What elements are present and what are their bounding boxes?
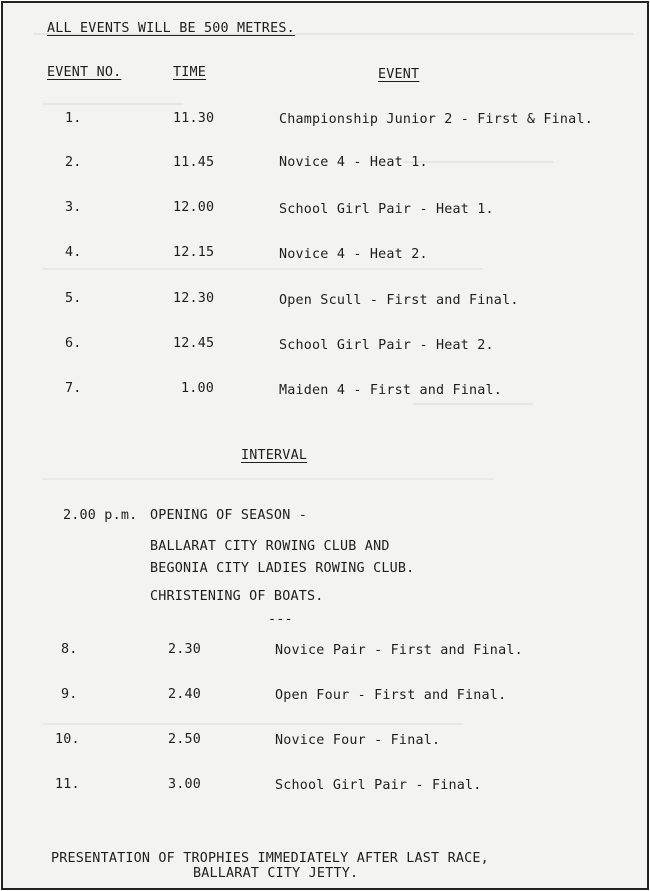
event-time: 3.00 xyxy=(168,777,202,792)
page-title: ALL EVENTS WILL BE 500 METRES. xyxy=(47,21,295,36)
interval-separator: --- xyxy=(268,612,293,627)
column-header-event-no: EVENT NO. xyxy=(47,65,122,80)
event-number: 6. xyxy=(65,336,82,351)
event-number: 4. xyxy=(65,245,82,260)
event-name: School Girl Pair - Heat 1. xyxy=(279,202,494,217)
event-time: 12.00 xyxy=(173,200,215,215)
interval-opening: OPENING OF SEASON - xyxy=(150,508,307,523)
event-name: School Girl Pair - Heat 2. xyxy=(279,338,494,353)
event-time: 11.30 xyxy=(173,111,215,126)
column-header-event: EVENT xyxy=(378,67,420,82)
event-name: Maiden 4 - First and Final. xyxy=(279,383,503,398)
event-name: Open Four - First and Final. xyxy=(275,688,507,703)
event-name: Novice 4 - Heat 1. xyxy=(279,155,428,170)
event-name: School Girl Pair - Final. xyxy=(275,778,482,793)
event-time: 11.45 xyxy=(173,155,215,170)
event-number: 9. xyxy=(61,687,78,702)
event-number: 11. xyxy=(55,777,80,792)
event-name: Open Scull - First and Final. xyxy=(279,293,519,308)
event-number: 10. xyxy=(55,732,80,747)
event-name: Novice Four - Final. xyxy=(275,733,441,748)
interval-christening: CHRISTENING OF BOATS. xyxy=(150,589,324,604)
event-time: 12.30 xyxy=(173,291,215,306)
event-number: 3. xyxy=(65,200,82,215)
document-page xyxy=(1,1,649,890)
event-time: 2.30 xyxy=(168,642,202,657)
event-name: Championship Junior 2 - First & Final. xyxy=(279,112,593,127)
interval-club-1: BALLARAT CITY ROWING CLUB AND xyxy=(150,539,390,554)
event-time: 12.15 xyxy=(173,245,215,260)
event-time: 2.40 xyxy=(168,687,202,702)
footer-location: BALLARAT CITY JETTY. xyxy=(193,866,359,881)
event-time: 12.45 xyxy=(173,336,215,351)
interval-heading: INTERVAL xyxy=(241,448,308,463)
event-time: 1.00 xyxy=(181,381,215,396)
event-time: 2.50 xyxy=(168,732,202,747)
event-name: Novice 4 - Heat 2. xyxy=(279,247,428,262)
event-number: 5. xyxy=(65,291,82,306)
event-name: Novice Pair - First and Final. xyxy=(275,643,523,658)
interval-time: 2.00 p.m. xyxy=(63,508,138,523)
interval-club-2: BEGONIA CITY LADIES ROWING CLUB. xyxy=(150,561,415,576)
event-number: 2. xyxy=(65,155,82,170)
column-header-time: TIME xyxy=(173,65,207,80)
event-number: 8. xyxy=(61,642,78,657)
footer-presentation: PRESENTATION OF TROPHIES IMMEDIATELY AFTER LAST RACE, xyxy=(51,851,489,866)
event-number: 7. xyxy=(65,381,82,396)
event-number: 1. xyxy=(65,111,82,126)
